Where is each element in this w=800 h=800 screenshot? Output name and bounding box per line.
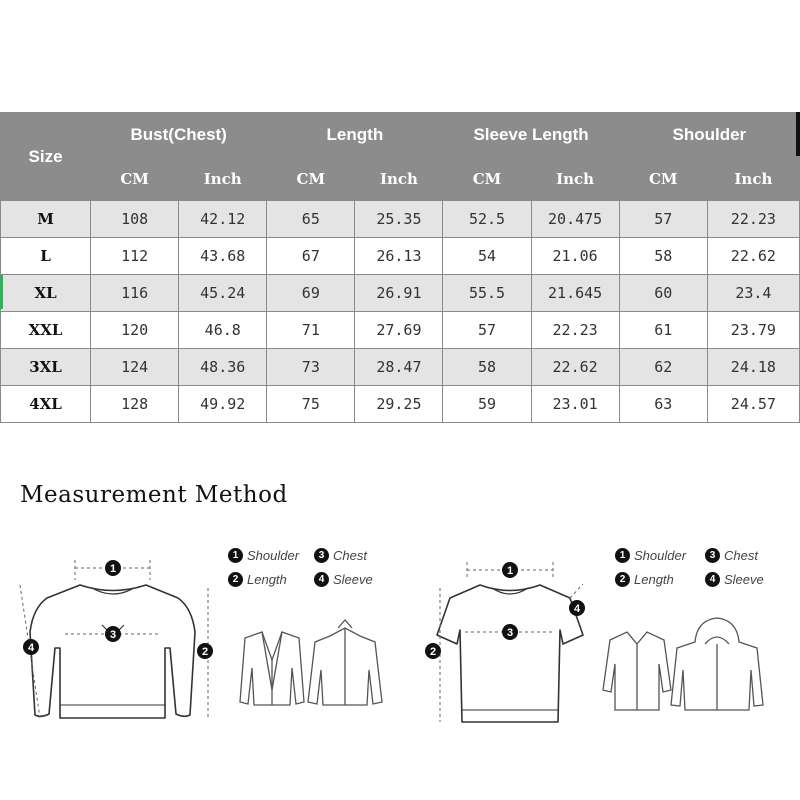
table-row [1,386,800,423]
measurement-cell: 24.57 [707,386,799,423]
svg-text:3: 3 [506,627,514,639]
legend-label: Length [634,572,674,587]
legend-badge: 3 [705,548,720,563]
legend-long [228,548,398,596]
legend-item-sleeve [705,572,764,587]
sleeve-cm-header: CM [443,157,531,201]
measurement-cell: 49.92 [179,386,267,423]
legend-badge: 2 [615,572,630,587]
measurement-cell: 21.645 [531,275,619,312]
legend-short [615,548,795,596]
size-cell: 4XL [1,386,91,423]
measurement-cell: 55.5 [443,275,531,312]
legend-label: Sleeve [724,572,764,587]
measurement-cell: 67 [267,238,355,275]
size-table-body [1,201,800,423]
size-chart-table [0,112,800,423]
legend-badge: 2 [228,572,243,587]
size-header: Size [1,113,91,201]
svg-text:2: 2 [429,646,437,658]
measurement-cell: 26.13 [355,238,443,275]
legend-label: Shoulder [247,548,300,563]
measurement-cell: 27.69 [355,312,443,349]
measurement-cell: 45.24 [179,275,267,312]
measurement-cell: 108 [91,201,179,238]
table-row [1,349,800,386]
legend-label: Chest [724,548,758,563]
measurement-cell: 65 [267,201,355,238]
measurement-cell: 22.62 [531,349,619,386]
measurement-cell: 29.25 [355,386,443,423]
legend-label: Length [247,572,287,587]
jacket-icon [308,620,382,705]
shoulder-inch-header: Inch [707,157,799,201]
measurement-cell: 112 [91,238,179,275]
measurement-cell: 42.12 [179,201,267,238]
bust-header: Bust(Chest) [91,113,267,157]
measurement-cell: 58 [619,238,707,275]
svg-text:1: 1 [109,563,117,575]
table-row [1,312,800,349]
measurement-cell: 28.47 [355,349,443,386]
long-sleeve-diagram [0,540,400,780]
blazer-icon [240,632,304,705]
sleeve-length-header: Sleeve Length [443,113,619,157]
table-row [1,238,800,275]
measurement-cell: 21.06 [531,238,619,275]
measurement-cell: 24.18 [707,349,799,386]
row-accent-mark [0,275,3,309]
measurement-method-title: Measurement Method [20,482,288,508]
measurement-cell: 61 [619,312,707,349]
legend-badge: 4 [705,572,720,587]
measurement-cell: 23.4 [707,275,799,312]
size-cell: M [1,201,91,238]
measurement-cell: 22.62 [707,238,799,275]
measurement-cell: 69 [267,275,355,312]
measurement-cell: 23.79 [707,312,799,349]
measurement-cell: 71 [267,312,355,349]
legend-badge: 4 [314,572,329,587]
shirt-icon [603,632,671,710]
measurement-cell: 54 [443,238,531,275]
legend-label: Chest [333,548,367,563]
legend-item-shoulder [228,548,299,563]
sleeve-inch-header: Inch [531,157,619,201]
measurement-cell: 60 [619,275,707,312]
measurement-cell: 128 [91,386,179,423]
measurement-cell: 116 [91,275,179,312]
svg-text:4: 4 [573,603,581,615]
measurement-cell: 20.475 [531,201,619,238]
measurement-cell: 73 [267,349,355,386]
measurement-cell: 57 [443,312,531,349]
measurement-cell: 124 [91,349,179,386]
legend-badge: 1 [615,548,630,563]
legend-badge: 1 [228,548,243,563]
size-cell: L [1,238,91,275]
measurement-cell: 58 [443,349,531,386]
length-inch-header: Inch [355,157,443,201]
legend-item-chest [705,548,758,563]
tshirt-outline-icon [437,585,583,722]
hoodie-icon [671,618,763,710]
measurement-cell: 59 [443,386,531,423]
measurement-cell: 22.23 [707,201,799,238]
measurement-cell: 75 [267,386,355,423]
bust-inch-header: Inch [179,157,267,201]
size-cell: XXL [1,312,91,349]
length-header: Length [267,113,443,157]
svg-text:2: 2 [201,646,209,658]
legend-item-length [228,572,287,587]
svg-text:4: 4 [27,642,35,654]
table-row [1,275,800,312]
measurement-cell: 48.36 [179,349,267,386]
svg-text:3: 3 [109,629,117,641]
length-cm-header: CM [267,157,355,201]
measurement-cell: 62 [619,349,707,386]
legend-label: Shoulder [634,548,687,563]
measurement-cell: 23.01 [531,386,619,423]
legend-badge: 3 [314,548,329,563]
shoulder-cm-header: CM [619,157,707,201]
legend-item-sleeve [314,572,373,587]
measurement-cell: 43.68 [179,238,267,275]
measurement-cell: 57 [619,201,707,238]
measurement-cell: 52.5 [443,201,531,238]
short-sleeve-diagram [405,540,800,780]
measurement-cell: 26.91 [355,275,443,312]
measurement-cell: 120 [91,312,179,349]
sweater-outline-icon [27,585,195,718]
shoulder-header: Shoulder [619,113,799,157]
legend-item-chest [314,548,367,563]
measurement-cell: 46.8 [179,312,267,349]
table-edge-mark [796,112,800,156]
measurement-cell: 25.35 [355,201,443,238]
measurement-cell: 22.23 [531,312,619,349]
legend-item-length [615,572,674,587]
size-cell: XL [1,275,91,312]
table-row [1,201,800,238]
svg-text:1: 1 [506,565,514,577]
bust-cm-header: CM [91,157,179,201]
legend-label: Sleeve [333,572,373,587]
size-cell: 3XL [1,349,91,386]
legend-item-shoulder [615,548,686,563]
measurement-cell: 63 [619,386,707,423]
